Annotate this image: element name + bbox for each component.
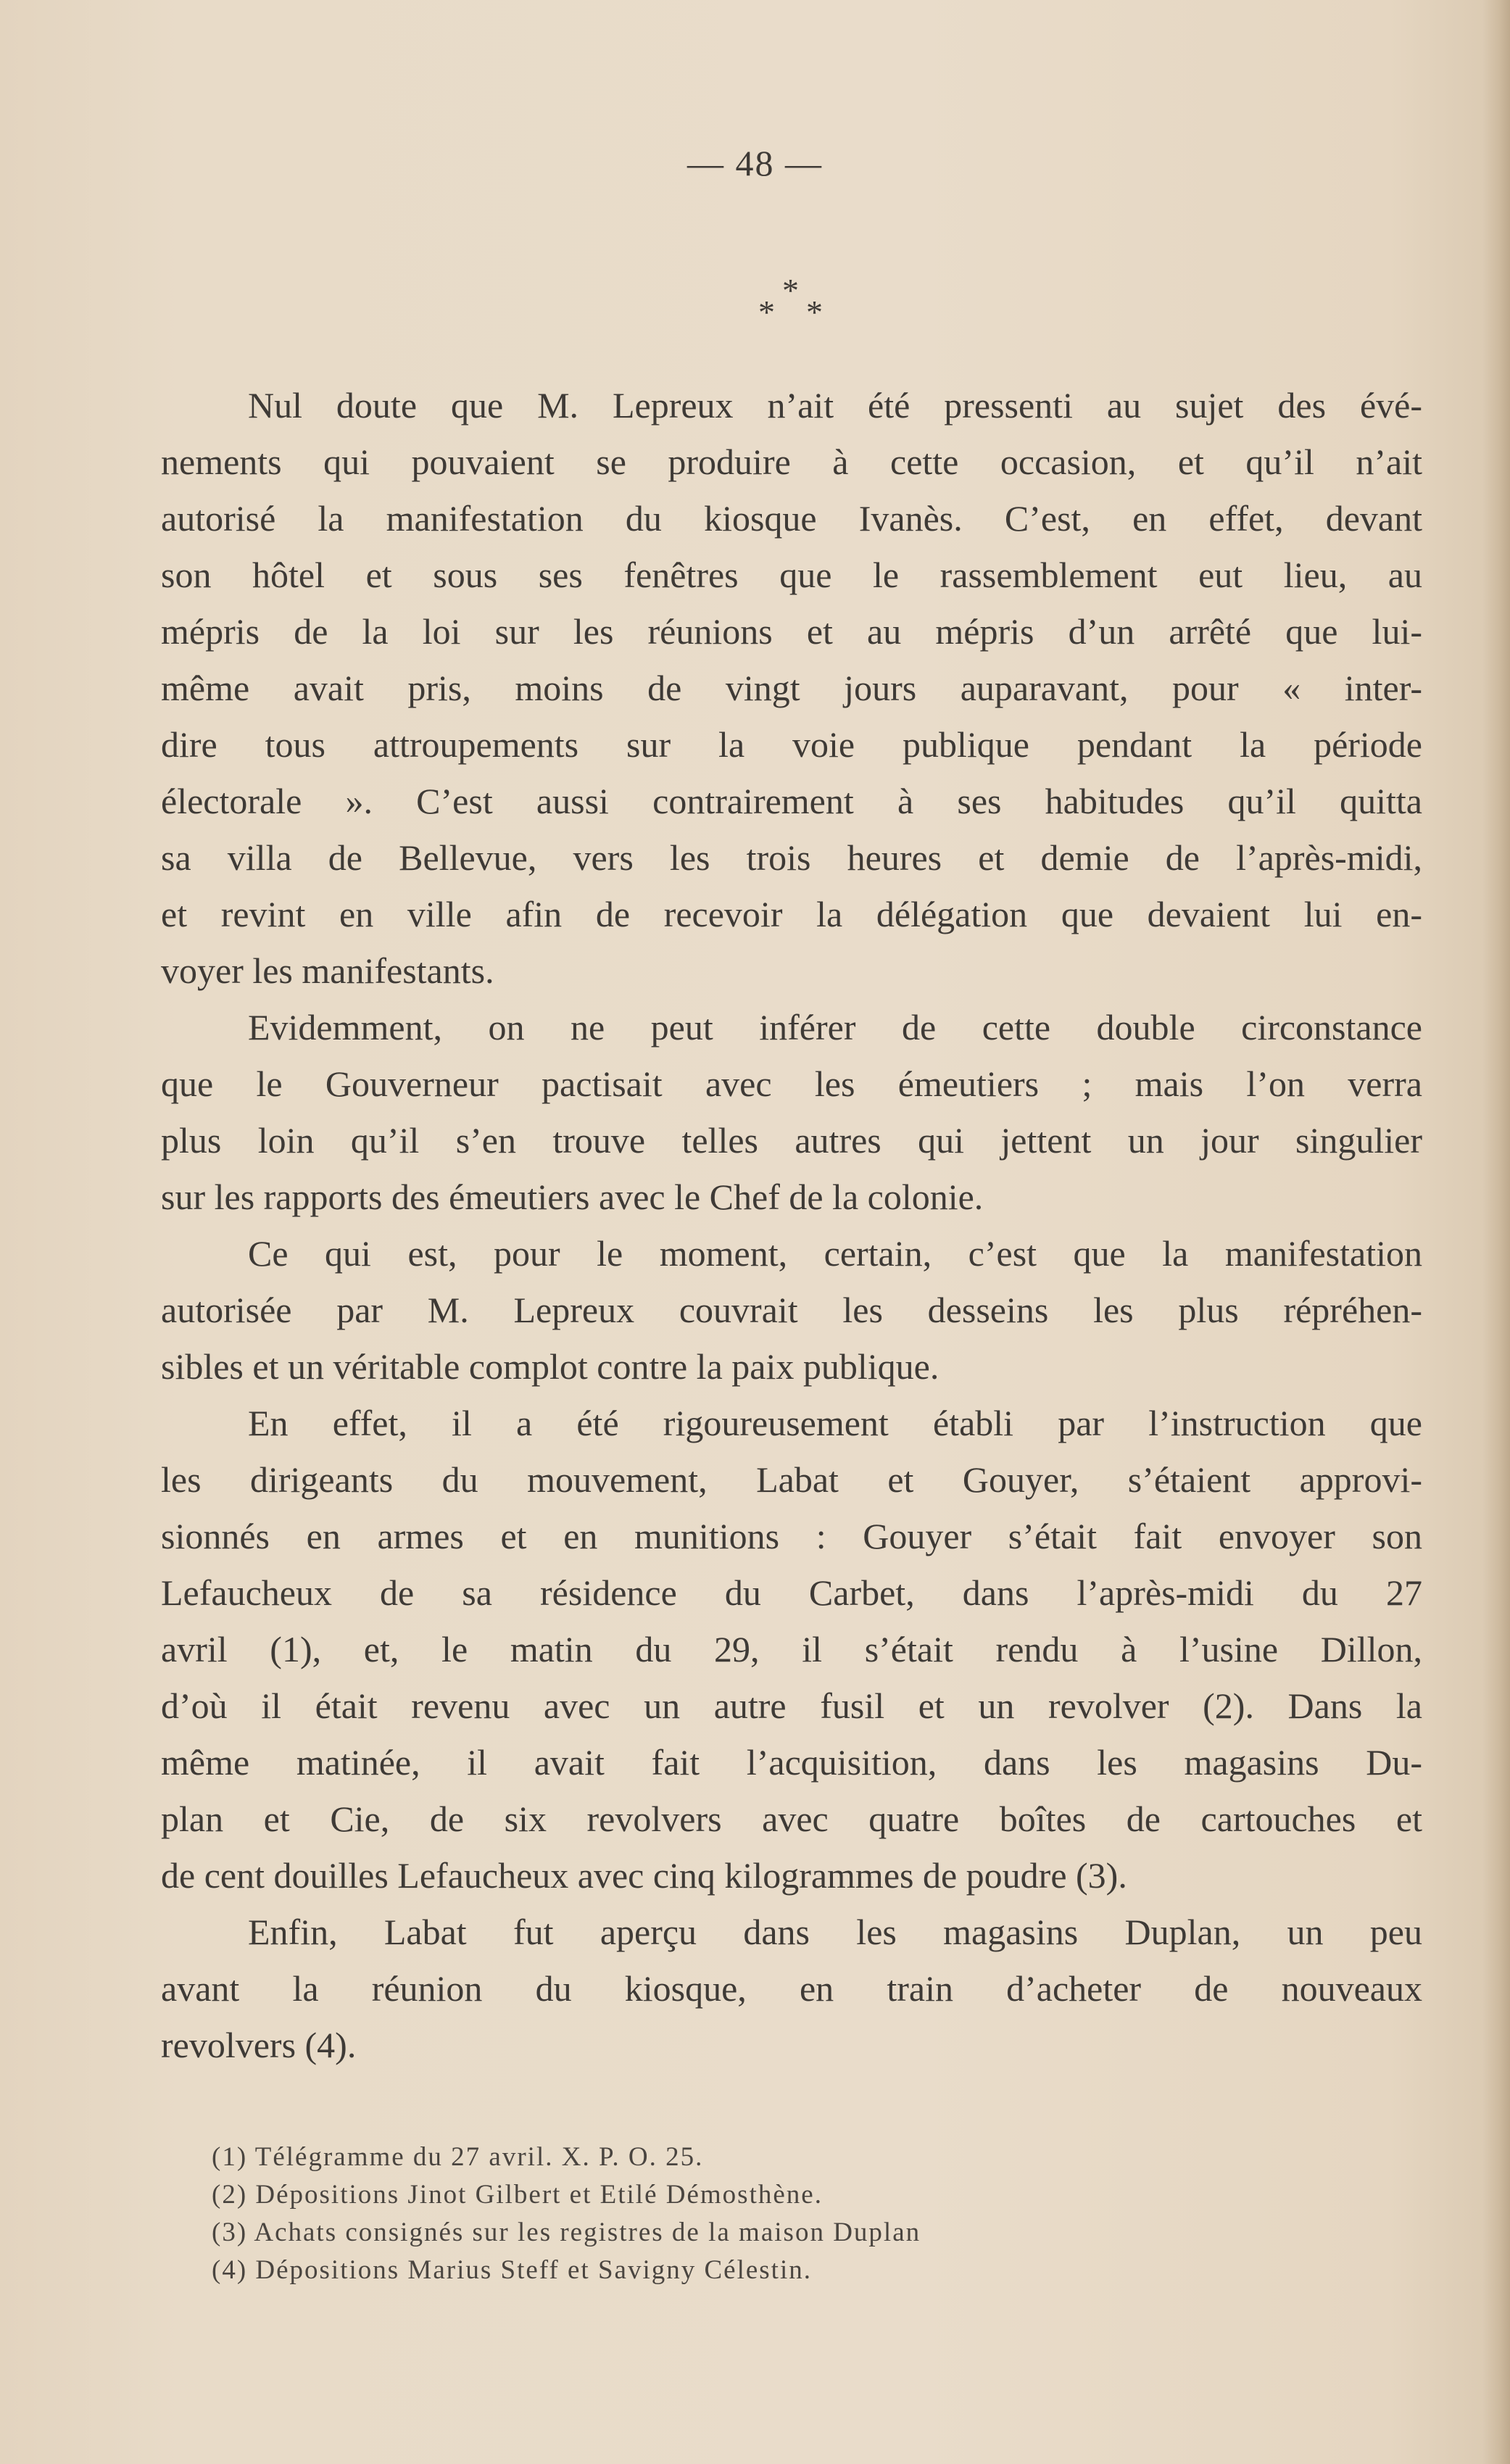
footnotes — [212, 2139, 1299, 2289]
text-line: sur les rapports des émeutiers avec le Chef de la colonie. — [161, 1177, 984, 1217]
text-line: sibles et un véritable complot contre la paix publique. — [161, 1346, 939, 1387]
text-line: Enfin, Labat fut aperçu dans les magasins Duplan, un peu — [248, 1912, 1422, 1952]
footnote: (2) Dépositions Jinot Gilbert et Etilé Démosthène. — [212, 2180, 823, 2210]
text-line: avril (1), et, le matin du 29, il s’était rendu à l’usine Dillon, — [161, 1629, 1422, 1669]
text-line: Lefaucheux de sa résidence du Carbet, dans l’après-midi du 27 — [161, 1572, 1422, 1613]
footnote: (1) Télégramme du 27 avril. X. P. O. 25. — [212, 2142, 704, 2172]
page-number: — 48 — — [687, 143, 823, 183]
text-line: et revint en ville afin de recevoir la délégation que devaient lui en- — [161, 894, 1422, 934]
text-line: d’où il était revenu avec un autre fusil et un revolver (2). Dans la — [161, 1685, 1422, 1726]
asterism-star-right: * — [806, 294, 823, 331]
asterism-separator — [0, 274, 1510, 332]
footnote: (3) Achats consignés sur les registres de la maison Duplan — [212, 2218, 921, 2247]
text-line: mépris de la loi sur les réunions et au mépris d’un arrêté que lui- — [161, 611, 1422, 652]
footnote: (4) Dépositions Marius Steff et Savigny Célestin. — [212, 2255, 812, 2285]
text-line: autorisé la manifestation du kiosque Ivanès. C’est, en effet, devant — [161, 498, 1422, 539]
text-line: revolvers (4). — [161, 2025, 357, 2065]
body-text — [161, 377, 1422, 2073]
text-line: électorale ». C’est aussi contrairement à ses habitudes qu’il quitta — [161, 781, 1422, 821]
page-edge-shadow — [1482, 0, 1510, 2464]
asterism-star-left: * — [758, 294, 775, 331]
text-line: plan et Cie, de six revolvers avec quatre boîtes de cartouches et — [161, 1799, 1422, 1839]
text-line: nements qui pouvaient se produire à cette occasion, et qu’il n’ait — [161, 441, 1422, 482]
text-line: sionnés en armes et en munitions : Gouyer s’était fait envoyer son — [161, 1516, 1422, 1556]
text-line: même avait pris, moins de vingt jours auparavant, pour « inter- — [161, 668, 1422, 708]
text-line: même matinée, il avait fait l’acquisition, dans les magasins Du- — [161, 1742, 1422, 1783]
text-line: que le Gouverneur pactisait avec les émeutiers ; mais l’on verra — [161, 1063, 1422, 1104]
text-line: Nul doute que M. Lepreux n’ait été pressenti au sujet des évé- — [248, 385, 1422, 426]
asterism-star-top: * — [782, 272, 799, 309]
text-line: son hôtel et sous ses fenêtres que le rassemblement eut lieu, au — [161, 555, 1422, 595]
text-line: voyer les manifestants. — [161, 950, 494, 991]
text-line: avant la réunion du kiosque, en train d’acheter de nouveaux — [161, 1968, 1422, 2009]
text-line: autorisée par M. Lepreux couvrait les desseins les plus répréhen- — [161, 1290, 1422, 1330]
text-line: de cent douilles Lefaucheux avec cinq kilogrammes de poudre (3). — [161, 1855, 1127, 1896]
text-line: sa villa de Bellevue, vers les trois heures et demie de l’après-midi, — [161, 837, 1422, 878]
text-line: En effet, il a été rigoureusement établi par l’instruction que — [248, 1403, 1422, 1443]
text-line: plus loin qu’il s’en trouve telles autres qui jettent un jour singulier — [161, 1120, 1422, 1161]
text-line: Evidemment, on ne peut inférer de cette double circonstance — [248, 1007, 1422, 1048]
text-line: Ce qui est, pour le moment, certain, c’est que la manifestation — [248, 1233, 1422, 1274]
text-line: les dirigeants du mouvement, Labat et Gouyer, s’étaient approvi- — [161, 1459, 1422, 1500]
text-line: dire tous attroupements sur la voie publique pendant la période — [161, 724, 1422, 765]
